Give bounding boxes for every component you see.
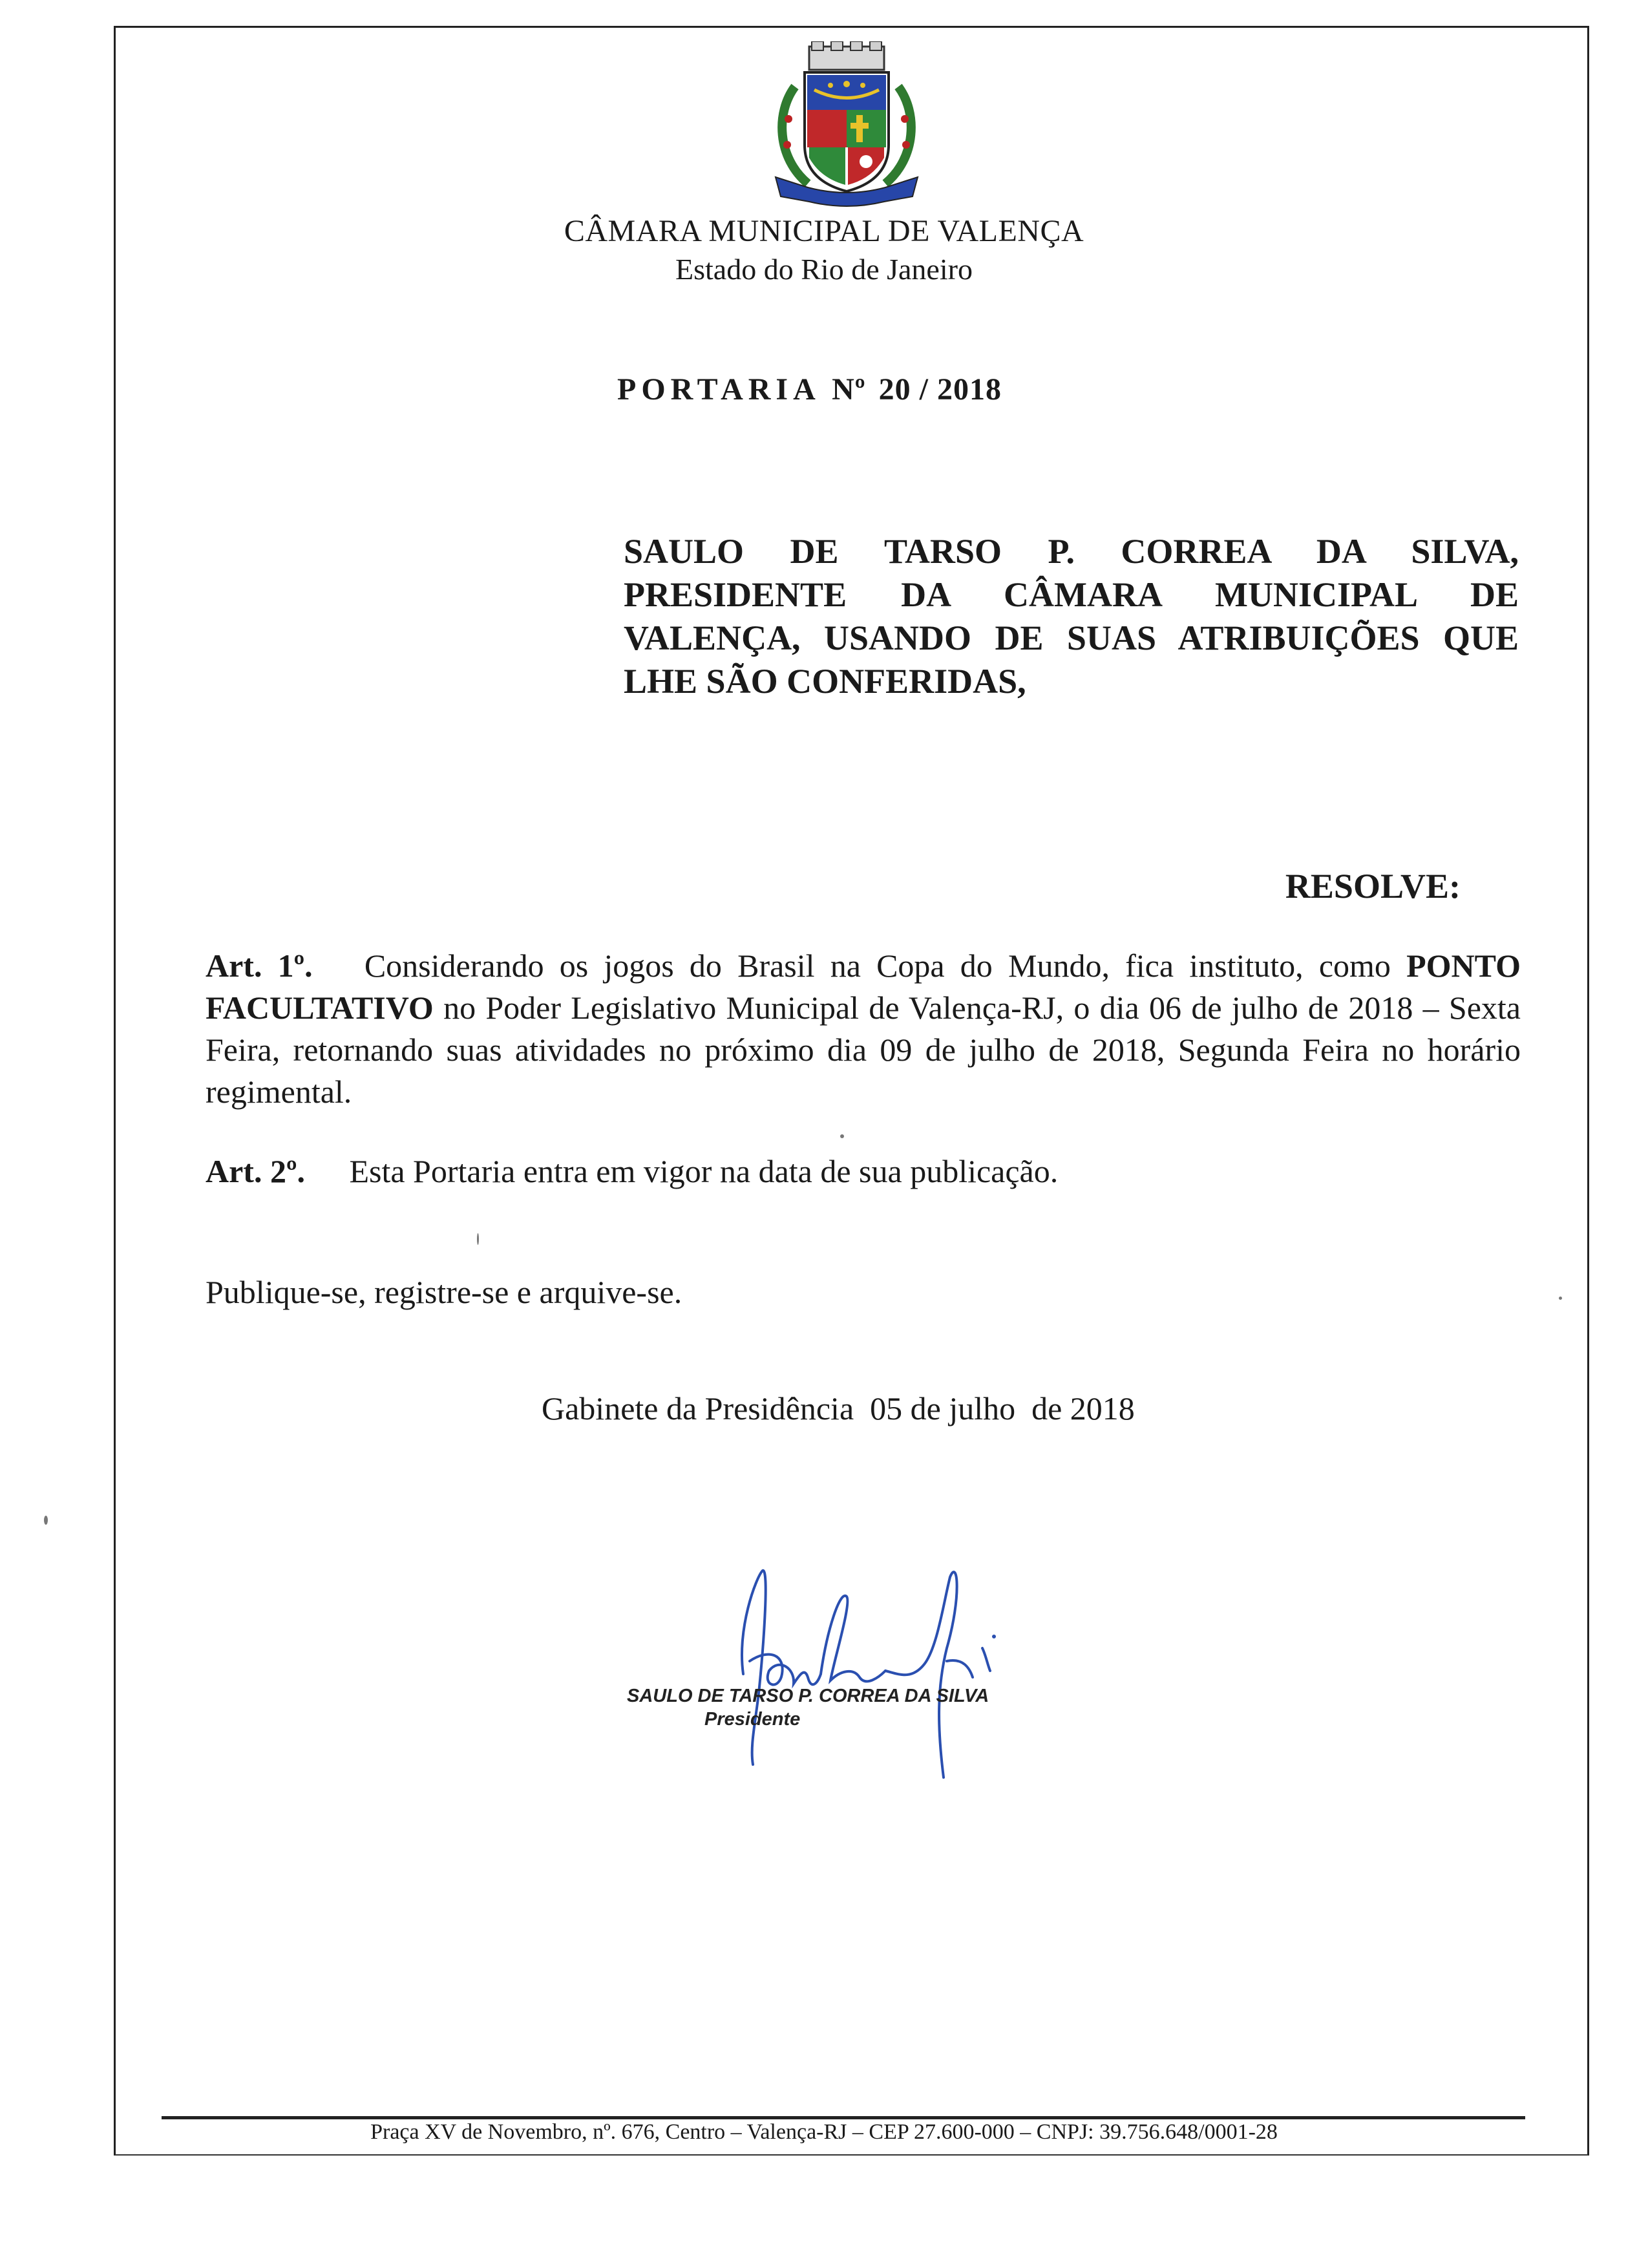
article-2-text: Esta Portaria entra em vigor na data de sua publicação. xyxy=(349,1153,1059,1189)
footer-address: Praça XV de Novembro, nº. 676, Centro – Valença-RJ – CEP 27.600-000 – CNPJ: 39.756.648/0001-28 xyxy=(370,2120,1278,2144)
number-label: Nº xyxy=(832,372,866,407)
scan-speck xyxy=(1559,1297,1562,1300)
title-word: PORTARIA xyxy=(617,372,819,407)
article-1-label: Art. 1º. xyxy=(206,948,313,984)
article-1-text-before: Considerando os jogos do Brasil na Copa do Mundo, fica instituto, como xyxy=(364,948,1391,984)
scan-speck xyxy=(840,1134,844,1138)
closing-formula: Publique-se, registre-se e arquive-se. xyxy=(206,1274,682,1310)
institution-name: CÂMARA MUNICIPAL DE VALENÇA xyxy=(564,214,1084,248)
state-name: Estado do Rio de Janeiro xyxy=(675,253,973,286)
place-date: Gabinete da Presidência 05 de julho de 2018 xyxy=(542,1390,1135,1426)
coat-of-arms-icon xyxy=(769,41,924,209)
resolve-heading: RESOLVE: xyxy=(1285,867,1461,906)
handwritten-signature xyxy=(724,1551,1086,1797)
article-2 xyxy=(206,1150,1521,1192)
article-1-bold: PONTO FACULTATIVO xyxy=(206,948,1521,1026)
scan-speck xyxy=(44,1516,48,1525)
article-1-text-after: no Poder Legislativo Municipal de Valença-RJ, o dia 06 de julho de 2018 – Sexta Feira, retornando suas atividades no próximo dia 09 de julho de 2018, Segunda Feira no horário regimental. xyxy=(206,990,1521,1110)
document-number: 20 / 2018 xyxy=(878,372,1002,407)
signer-name: SAULO DE TARSO P. CORREA DA SILVA xyxy=(627,1686,989,1706)
article-1 xyxy=(206,945,1521,1113)
signer-role: Presidente xyxy=(704,1709,801,1730)
scan-speck xyxy=(477,1233,479,1245)
footer-divider xyxy=(162,2116,1525,2119)
article-2-label: Art. 2º. xyxy=(206,1153,305,1189)
preamble: SAULO DE TARSO P. CORREA DA SILVA, PRESIDENTE DA CÂMARA MUNICIPAL DE VALENÇA, USANDO DE SUAS ATRIBUIÇÕES QUE LHE SÃO CONFERIDAS, xyxy=(624,532,1519,701)
document-title xyxy=(617,372,1002,407)
